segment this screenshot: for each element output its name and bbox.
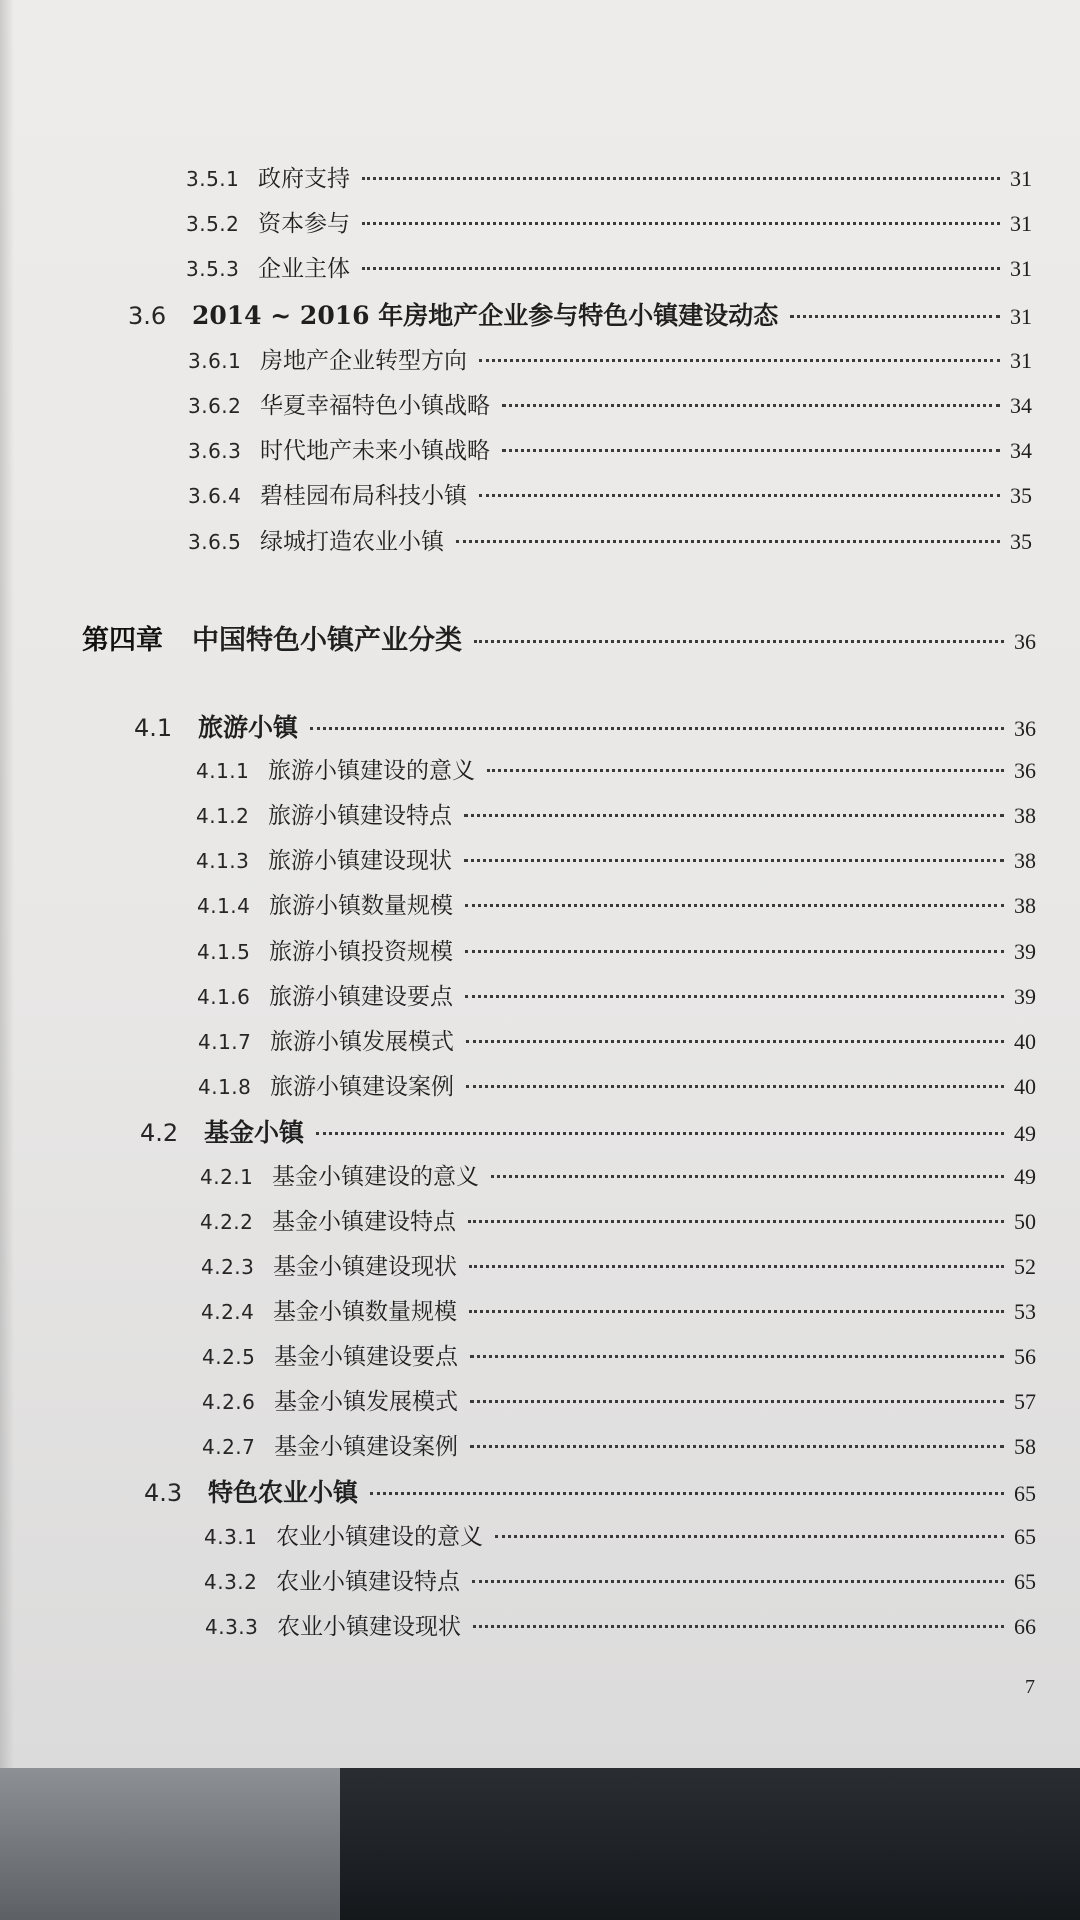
toc-entry-page: 50: [1014, 1209, 1036, 1234]
toc-entry-title: 政府支持: [258, 166, 350, 192]
dot-leader: [790, 315, 1000, 318]
toc-entry-page: 52: [1014, 1254, 1036, 1279]
toc-entry-page: 58: [1014, 1434, 1036, 1459]
toc-entry: [205, 1608, 1036, 1644]
toc-entry-title: 房地产企业转型方向: [260, 348, 467, 374]
paper-sheet-below: [0, 1768, 340, 1920]
toc-entry-page: 49: [1014, 1164, 1036, 1189]
toc-entry-number: 3.6.3: [188, 439, 242, 463]
dot-leader: [470, 1445, 1004, 1448]
toc-entry-page: 40: [1014, 1074, 1036, 1099]
toc-entry: [200, 1158, 1036, 1194]
toc-entry-title: 碧桂园布局科技小镇: [260, 483, 467, 509]
toc-entry-title: 基金小镇: [204, 1118, 305, 1147]
dot-leader: [466, 1040, 1004, 1043]
toc-entry: [196, 797, 1036, 833]
dot-leader: [469, 1310, 1004, 1313]
toc-entry-number: 4.1.6: [197, 985, 251, 1009]
toc-entry-title: 农业小镇建设的意义: [276, 1524, 483, 1550]
dot-leader: [468, 1220, 1004, 1223]
toc-entry-number: 4.2: [140, 1119, 179, 1147]
toc-entry-number: 3.6.2: [188, 394, 242, 418]
toc-entry: [144, 1473, 1036, 1509]
dot-leader: [469, 1265, 1004, 1268]
dot-leader: [310, 727, 1004, 730]
toc-entry-title: 基金小镇建设的意义: [272, 1164, 479, 1190]
page-number: 7: [1025, 1676, 1035, 1698]
dot-leader: [472, 1580, 1004, 1583]
toc-entry-title: 旅游小镇建设案例: [270, 1074, 454, 1100]
dot-leader: [502, 404, 1000, 407]
toc-entry: [140, 1113, 1036, 1149]
toc-entry: [204, 1518, 1036, 1554]
toc-entry-page: 56: [1014, 1344, 1036, 1369]
toc-entry-page: 53: [1014, 1299, 1036, 1324]
dot-leader: [479, 494, 1000, 497]
toc-entry-title: 特色农业小镇: [208, 1478, 359, 1507]
toc-entry-number: 4.3: [144, 1479, 183, 1507]
toc-entry: [198, 1023, 1036, 1059]
dot-leader: [502, 449, 1000, 452]
dot-leader: [479, 359, 1000, 362]
toc-entry-page: 31: [1010, 304, 1032, 329]
dot-leader: [470, 1355, 1004, 1358]
dot-leader: [491, 1175, 1004, 1178]
toc-entry-number: 4.2.7: [202, 1435, 256, 1459]
toc-entry-page: 39: [1014, 939, 1036, 964]
toc-entry-number: 3.6: [128, 302, 167, 330]
toc-entry-title: 旅游小镇发展模式: [270, 1029, 454, 1055]
toc-entry-number: 3.5.2: [186, 212, 240, 236]
toc-entry-page: 39: [1014, 984, 1036, 1009]
toc-entry-page: 65: [1014, 1481, 1036, 1506]
dot-leader: [465, 904, 1004, 907]
toc-entry-page: 38: [1014, 848, 1036, 873]
toc-entry-number: 3.6.4: [188, 484, 242, 508]
toc-entry: [202, 1383, 1036, 1419]
dot-leader: [362, 267, 1000, 270]
toc-entry: [188, 387, 1032, 423]
toc-entry-number: 3.6.1: [188, 349, 242, 373]
toc-entry-title: 时代地产未来小镇战略: [260, 438, 490, 464]
toc-entry-number: 4.3.2: [204, 1570, 258, 1594]
toc-entry-page: 36: [1014, 716, 1036, 741]
toc-entry-title: 旅游小镇数量规模: [269, 893, 453, 919]
toc-entry-number: 4.1.4: [197, 894, 251, 918]
toc-entry: [198, 1068, 1036, 1104]
dot-leader: [495, 1535, 1004, 1538]
toc-entry-number: 4.2.6: [202, 1390, 256, 1414]
toc-entry-title: 基金小镇建设要点: [274, 1344, 458, 1370]
toc-entry-number: 4.2.5: [202, 1345, 256, 1369]
toc-entry: [197, 978, 1036, 1014]
dot-leader: [465, 950, 1004, 953]
toc-entry-title: 旅游小镇: [198, 713, 299, 742]
toc-entry-page: 49: [1014, 1121, 1036, 1146]
toc-entry-title: 旅游小镇建设的意义: [268, 758, 475, 784]
toc-entry-title: 基金小镇发展模式: [274, 1389, 458, 1415]
dot-leader: [456, 540, 1000, 543]
toc-entry: [128, 296, 1032, 332]
toc-entry-number: 4.1.7: [198, 1030, 252, 1054]
toc-entry: [188, 477, 1032, 513]
toc-entry-number: 4.1.5: [197, 940, 251, 964]
toc-entry-page: 34: [1010, 438, 1032, 463]
dot-leader: [464, 859, 1004, 862]
dot-leader: [370, 1492, 1004, 1495]
toc-entry: [134, 708, 1036, 744]
toc-entry: [188, 342, 1032, 378]
toc-entry-number: 4.1.2: [196, 804, 250, 828]
toc-entry-title: 旅游小镇投资规模: [269, 939, 453, 965]
toc-entry: [201, 1248, 1036, 1284]
toc-entry-page: 31: [1010, 256, 1032, 281]
toc-entry-page: 34: [1010, 393, 1032, 418]
toc-entry-number: 4.1.3: [196, 849, 250, 873]
toc-entry-title: 华夏幸福特色小镇战略: [260, 393, 490, 419]
toc-entry-page: 38: [1014, 893, 1036, 918]
toc-entry: [196, 842, 1036, 878]
toc-entry: [197, 887, 1036, 923]
toc-entry-number: 3.6.5: [188, 530, 242, 554]
toc-entry: [196, 752, 1036, 788]
toc-entry-title: 基金小镇建设现状: [273, 1254, 457, 1280]
toc-entry-number: 4.2.3: [201, 1255, 255, 1279]
toc-entry: [188, 432, 1032, 468]
dot-leader: [316, 1132, 1004, 1135]
toc-entry-title: 旅游小镇建设特点: [268, 803, 452, 829]
toc-entry: [186, 250, 1032, 286]
toc-entry-title: 基金小镇数量规模: [273, 1299, 457, 1325]
toc-entry-page: 31: [1010, 348, 1032, 373]
dot-leader: [362, 177, 1000, 180]
toc-entry-number: 3.5.1: [186, 167, 240, 191]
toc-entry-title: 农业小镇建设特点: [276, 1569, 460, 1595]
toc-entry: [186, 160, 1032, 196]
dot-leader: [487, 769, 1004, 772]
toc-entry-title: 基金小镇建设案例: [274, 1434, 458, 1460]
toc-entry-page: 65: [1014, 1569, 1036, 1594]
toc-entry-number: 4.3.1: [204, 1525, 258, 1549]
toc-entry-page: 36: [1014, 629, 1036, 654]
dot-leader: [362, 222, 1000, 225]
toc-entry-number: 4.3.3: [205, 1615, 259, 1639]
toc-entry: [186, 205, 1032, 241]
toc-entry-title: 旅游小镇建设要点: [269, 984, 453, 1010]
toc-entry: [200, 1203, 1036, 1239]
toc-entry: [202, 1338, 1036, 1374]
toc-entry-page: 35: [1010, 483, 1032, 508]
toc-entry: [204, 1563, 1036, 1599]
toc-entry-title: 旅游小镇建设现状: [268, 848, 452, 874]
toc-entry: [82, 618, 1036, 654]
dot-leader: [464, 814, 1004, 817]
toc-entry-number: 4.2.1: [200, 1165, 254, 1189]
toc-entry-title: 2014 ~ 2016 年房地产企业参与特色小镇建设动态: [192, 301, 779, 330]
toc-entry-page: 57: [1014, 1389, 1036, 1414]
toc-entry-title: 农业小镇建设现状: [277, 1614, 461, 1640]
toc-entry-title: 资本参与: [258, 211, 350, 237]
toc-entry-page: 36: [1014, 758, 1036, 783]
toc-entry-page: 65: [1014, 1524, 1036, 1549]
toc-entry: [202, 1428, 1036, 1464]
toc-entry-number: 第四章: [82, 625, 163, 656]
toc-entry-number: 4.1: [134, 714, 173, 742]
toc-entry-page: 31: [1010, 166, 1032, 191]
toc-entry-title: 基金小镇建设特点: [272, 1209, 456, 1235]
dot-leader: [473, 1625, 1004, 1628]
dot-leader: [474, 640, 1004, 643]
toc-entry-page: 40: [1014, 1029, 1036, 1054]
toc-entry-page: 38: [1014, 803, 1036, 828]
toc-entry-number: 4.1.8: [198, 1075, 252, 1099]
toc-entry: [197, 933, 1036, 969]
toc-entry-number: 4.2.2: [200, 1210, 254, 1234]
toc-entry: [201, 1293, 1036, 1329]
toc-entry-title: 企业主体: [258, 256, 350, 282]
toc-entry-title: 中国特色小镇产业分类: [192, 625, 462, 656]
toc-entry-number: 4.1.1: [196, 759, 250, 783]
toc-entry-number: 3.5.3: [186, 257, 240, 281]
toc-entry: [188, 523, 1032, 559]
dot-leader: [465, 995, 1004, 998]
toc-entry-number: 4.2.4: [201, 1300, 255, 1324]
toc-entry-page: 35: [1010, 529, 1032, 554]
dot-leader: [466, 1085, 1004, 1088]
toc-entry-page: 66: [1014, 1614, 1036, 1639]
dot-leader: [470, 1400, 1004, 1403]
toc-entry-page: 31: [1010, 211, 1032, 236]
toc-entry-title: 绿城打造农业小镇: [260, 529, 444, 555]
